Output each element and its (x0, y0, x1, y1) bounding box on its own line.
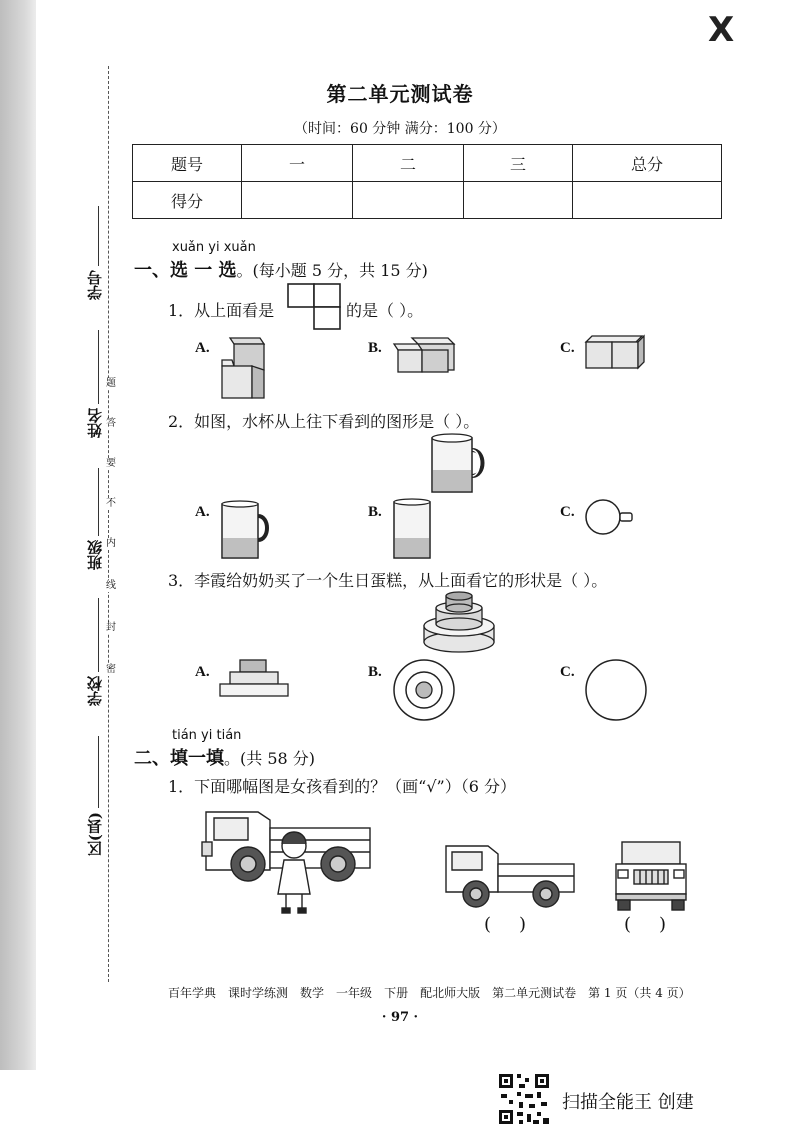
score-header-cell: 总分 (573, 145, 722, 182)
score-cell[interactable] (242, 182, 353, 219)
page-footer (168, 984, 703, 1001)
section2-heading (134, 744, 315, 770)
seal-char: 题 (106, 378, 116, 389)
score-header-cell: 一 (242, 145, 353, 182)
section1-title: 一、选 一 选 (134, 260, 237, 281)
field-name[interactable] (98, 330, 99, 404)
truck-with-girl-illustration (198, 800, 376, 916)
section2-note: 。(共 58 分) (224, 749, 316, 768)
option-a-label: A. (195, 340, 210, 356)
option-c-label: C. (560, 664, 575, 680)
cake-side-view-icon[interactable] (218, 658, 290, 698)
seal-char: 线 (106, 580, 116, 591)
footer-page-info: 第 1 页（共 4 页） (588, 986, 691, 1000)
score-header-cell: 题号 (133, 145, 242, 182)
mug-front-icon[interactable] (220, 500, 272, 562)
score-cell[interactable] (353, 182, 464, 219)
answer-paren-front[interactable]: () (624, 914, 695, 935)
score-table (132, 144, 722, 219)
circle-icon[interactable] (583, 658, 649, 722)
question-1-1-post: 的是（ ）。 (346, 301, 424, 320)
scanner-caption: 扫描全能王 创建 (562, 1092, 694, 1113)
score-header-cell: 二 (353, 145, 464, 182)
cube-stack-icon[interactable] (218, 336, 268, 402)
mug-top-icon[interactable] (584, 498, 636, 538)
seal-char: 密 (106, 664, 116, 675)
option-b-label: B. (368, 340, 382, 356)
score-cell[interactable] (573, 182, 722, 219)
cube-l-shape-icon[interactable] (392, 336, 456, 376)
field-district[interactable] (98, 736, 99, 808)
option-c-label: C. (560, 340, 575, 356)
label-district: 区(县) (86, 812, 104, 857)
label-school: 学校 (86, 676, 104, 706)
footer-unit: 第二单元测试卷 (492, 986, 577, 1000)
label-student-id: 学号 (86, 270, 104, 300)
option-c-label: C. (560, 504, 575, 520)
cube-row-icon[interactable] (584, 334, 646, 372)
binding-line (108, 66, 109, 982)
section2-title: 二、填一填 (134, 748, 224, 769)
question-2-1: 1．下面哪幅图是女孩看到的？（画“√”）（6 分） (168, 777, 517, 796)
seal-char: 封 (106, 622, 116, 633)
cake-icon (420, 590, 498, 656)
seal-char: 内 (106, 538, 116, 549)
footer-grade: 一年级 (336, 986, 373, 1000)
footer-volume: 下册 (384, 986, 409, 1000)
truck-side-view-icon[interactable] (440, 838, 578, 912)
qr-code-icon[interactable] (497, 1072, 551, 1126)
score-row-label: 得分 (133, 182, 242, 219)
question-1-3: 3．李霞给奶奶买了一个生日蛋糕，从上面看它的形状是（ ）。 (168, 571, 608, 590)
page-number: · 97 · (381, 1010, 419, 1025)
question-1-2: 2．如图，水杯从上往下看到的图形是（ ）。 (168, 412, 480, 431)
field-school[interactable] (98, 598, 99, 672)
concentric-circles-icon[interactable] (392, 658, 456, 722)
section2-pinyin: tián yi tián (172, 728, 242, 743)
option-b-label: B. (368, 664, 382, 680)
score-header-cell: 三 (464, 145, 573, 182)
footer-series: 课时学练测 (228, 986, 289, 1000)
footer-subject: 数学 (300, 986, 325, 1000)
seal-char: 答 (106, 418, 116, 429)
field-student-id[interactable] (98, 206, 99, 266)
option-a-label: A. (195, 664, 210, 680)
seal-char: 要 (106, 458, 116, 469)
section1-note: 。(每小题 5 分，共 15 分) (236, 261, 428, 280)
page-subtitle: （时间：60 分钟 满分：100 分） (294, 121, 506, 137)
label-name: 姓名 (86, 408, 104, 438)
mug-side-icon (428, 432, 488, 496)
section1-pinyin: xuǎn yi xuǎn (172, 240, 256, 255)
top-view-shape-icon (287, 283, 343, 331)
option-a-label: A. (195, 504, 210, 520)
truck-front-view-icon[interactable] (610, 838, 692, 912)
label-class: 班级 (86, 540, 104, 570)
question-1-1-pre: 1．从上面看是 (168, 301, 275, 320)
answer-paren-side[interactable]: () (484, 914, 555, 935)
close-icon[interactable]: X (708, 10, 735, 50)
footer-edition: 配北师大版 (420, 986, 481, 1000)
scan-gutter (0, 0, 36, 1070)
cup-cylinder-icon[interactable] (392, 498, 432, 562)
field-class[interactable] (98, 468, 99, 536)
score-cell[interactable] (464, 182, 573, 219)
seal-char: 不 (106, 498, 116, 509)
option-b-label: B. (368, 504, 382, 520)
section1-heading (134, 256, 428, 282)
footer-brand: 百年学典 (168, 986, 217, 1000)
page-title: 第二单元测试卷 (326, 82, 474, 106)
